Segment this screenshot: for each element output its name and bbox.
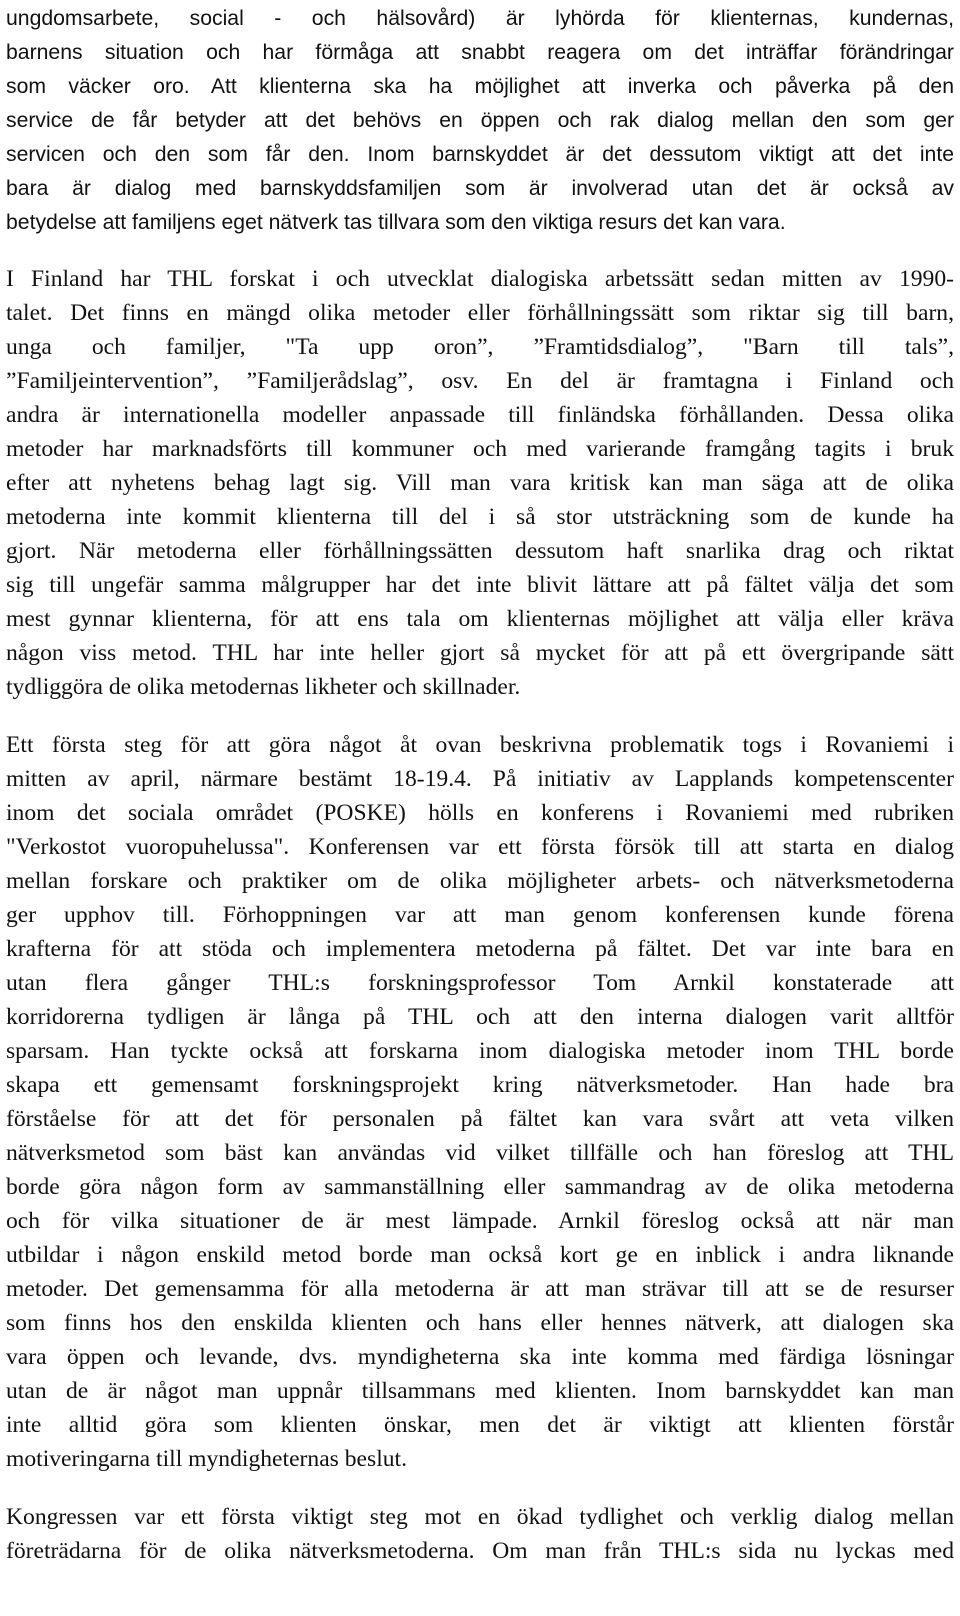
text-line: företrädarna för de olika nätverksmetoderna. Om man från THL:s sida nu lyckas med — [6, 1538, 954, 1564]
text-line: borde göra någon form av sammanställning eller sammandrag av de olika metoderna — [6, 1174, 954, 1200]
text-line: som finns hos den enskilda klienten och hans eller hennes nätverk, att dialogen ska — [6, 1310, 954, 1336]
text-line: förståelse för att det för personalen på fältet kan vara svårt att veta vilken — [6, 1106, 954, 1132]
text-line: gjort. När metoderna eller förhållningssätten dessutom haft snarlika drag och riktat — [6, 538, 954, 564]
text-line: inom det sociala området (POSKE) hölls en konferens i Rovaniemi med rubriken — [6, 800, 954, 826]
text-line: andra är internationella modeller anpassade till finländska förhållanden. Dessa olika — [6, 402, 954, 428]
text-line: sparsam. Han tyckte också att forskarna inom dialogiska metoder inom THL borde — [6, 1038, 954, 1064]
text-line: Kongressen var ett första viktigt steg mot en ökad tydlighet och verklig dialog mellan — [6, 1504, 954, 1530]
text-line: som väcker oro. Att klienterna ska ha möjlighet att inverka och påverka på den — [6, 75, 954, 98]
text-line: service de får betyder att det behövs en öppen och rak dialog mellan den som ger — [6, 109, 954, 132]
text-line: bara är dialog med barnskyddsfamiljen som är involverad utan det är också av — [6, 177, 954, 200]
text-line: och för vilka situationer de är mest lämpade. Arnkil föreslog också att när man — [6, 1208, 954, 1234]
text-line: utbildar i någon enskild metod borde man också kort ge en inblick i andra liknande — [6, 1242, 954, 1268]
text-line: metoder har marknadsförts till kommuner och med varierande framgång tagits i bruk — [6, 436, 954, 462]
text-line: mest gynnar klienterna, för att ens tala om klienternas möjlighet att välja eller kräva — [6, 606, 954, 632]
text-line: sig till ungefär samma målgrupper har det inte blivit lättare att på fältet välja det som — [6, 572, 954, 598]
text-line: krafterna för att stöda och implementera metoderna på fältet. Det var inte bara en — [6, 936, 954, 962]
text-line: motiveringarna till myndigheternas beslut. — [6, 1446, 408, 1472]
text-line: servicen och den som får den. Inom barnskyddet är det dessutom viktigt att det inte — [6, 143, 954, 166]
text-line: utan flera gånger THL:s forskningsprofessor Tom Arnkil konstaterade att — [6, 970, 954, 996]
text-line: betydelse att familjens eget nätverk tas tillvara som den viktiga resurs det kan vara. — [6, 211, 786, 234]
text-line: någon viss metod. THL har inte heller gjort så mycket för att på ett övergripande sätt — [6, 640, 954, 666]
text-line: barnens situation och har förmåga att snabbt reagera om det inträffar förändringar — [6, 41, 954, 64]
text-line: nätverksmetod som bäst kan användas vid vilket tillfälle och han föreslog att THL — [6, 1140, 954, 1166]
text-line: mitten av april, närmare bestämt 18-19.4. På initiativ av Lapplands kompetenscenter — [6, 766, 954, 792]
text-line: "Verkostot vuoropuhelussa". Konferensen var ett första försök till att starta en dialog — [6, 834, 954, 860]
text-line: talet. Det finns en mängd olika metoder eller förhållningssätt som riktar sig till barn, — [6, 300, 954, 326]
text-line: ungdomsarbete, social - och hälsovård) är lyhörda för klienternas, kundernas, — [6, 7, 954, 30]
text-line: metoder. Det gemensamma för alla metoderna är att man strävar till att se de resurser — [6, 1276, 954, 1302]
text-line: ger upphov till. Förhoppningen var att man genom konferensen kunde förena — [6, 902, 954, 928]
text-line: utan de är något man uppnår tillsammans med klienten. Inom barnskyddet kan man — [6, 1378, 954, 1404]
text-line: metoderna inte kommit klienterna till del i så stor utsträckning som de kunde ha — [6, 504, 954, 530]
text-line: skapa ett gemensamt forskningsprojekt kring nätverksmetoder. Han hade bra — [6, 1072, 954, 1098]
text-line: tydliggöra de olika metodernas likheter och skillnader. — [6, 674, 521, 700]
text-line: inte alltid göra som klienten önskar, men det är viktigt att klienten förstår — [6, 1412, 954, 1438]
text-line: mellan forskare och praktiker om de olika möjligheter arbets- och nätverksmetoderna — [6, 868, 954, 894]
text-line: Ett första steg för att göra något åt ovan beskrivna problematik togs i Rovaniemi i — [6, 732, 954, 758]
text-line: efter att nyhetens behag lagt sig. Vill man vara kritisk kan man säga att de olika — [6, 470, 954, 496]
text-line: unga och familjer, "Ta upp oron”, ”Framtidsdialog”, "Barn till tals”, — [6, 334, 954, 360]
text-line: ”Familjeintervention”, ”Familjerådslag”, osv. En del är framtagna i Finland och — [6, 368, 954, 394]
text-line: vara öppen och levande, dvs. myndigheterna ska inte komma med färdiga lösningar — [6, 1344, 954, 1370]
text-line: I Finland har THL forskat i och utvecklat dialogiska arbetssätt sedan mitten av 1990- — [6, 266, 954, 292]
text-line: korridorerna tydligen är långa på THL och att den interna dialogen varit alltför — [6, 1004, 954, 1030]
